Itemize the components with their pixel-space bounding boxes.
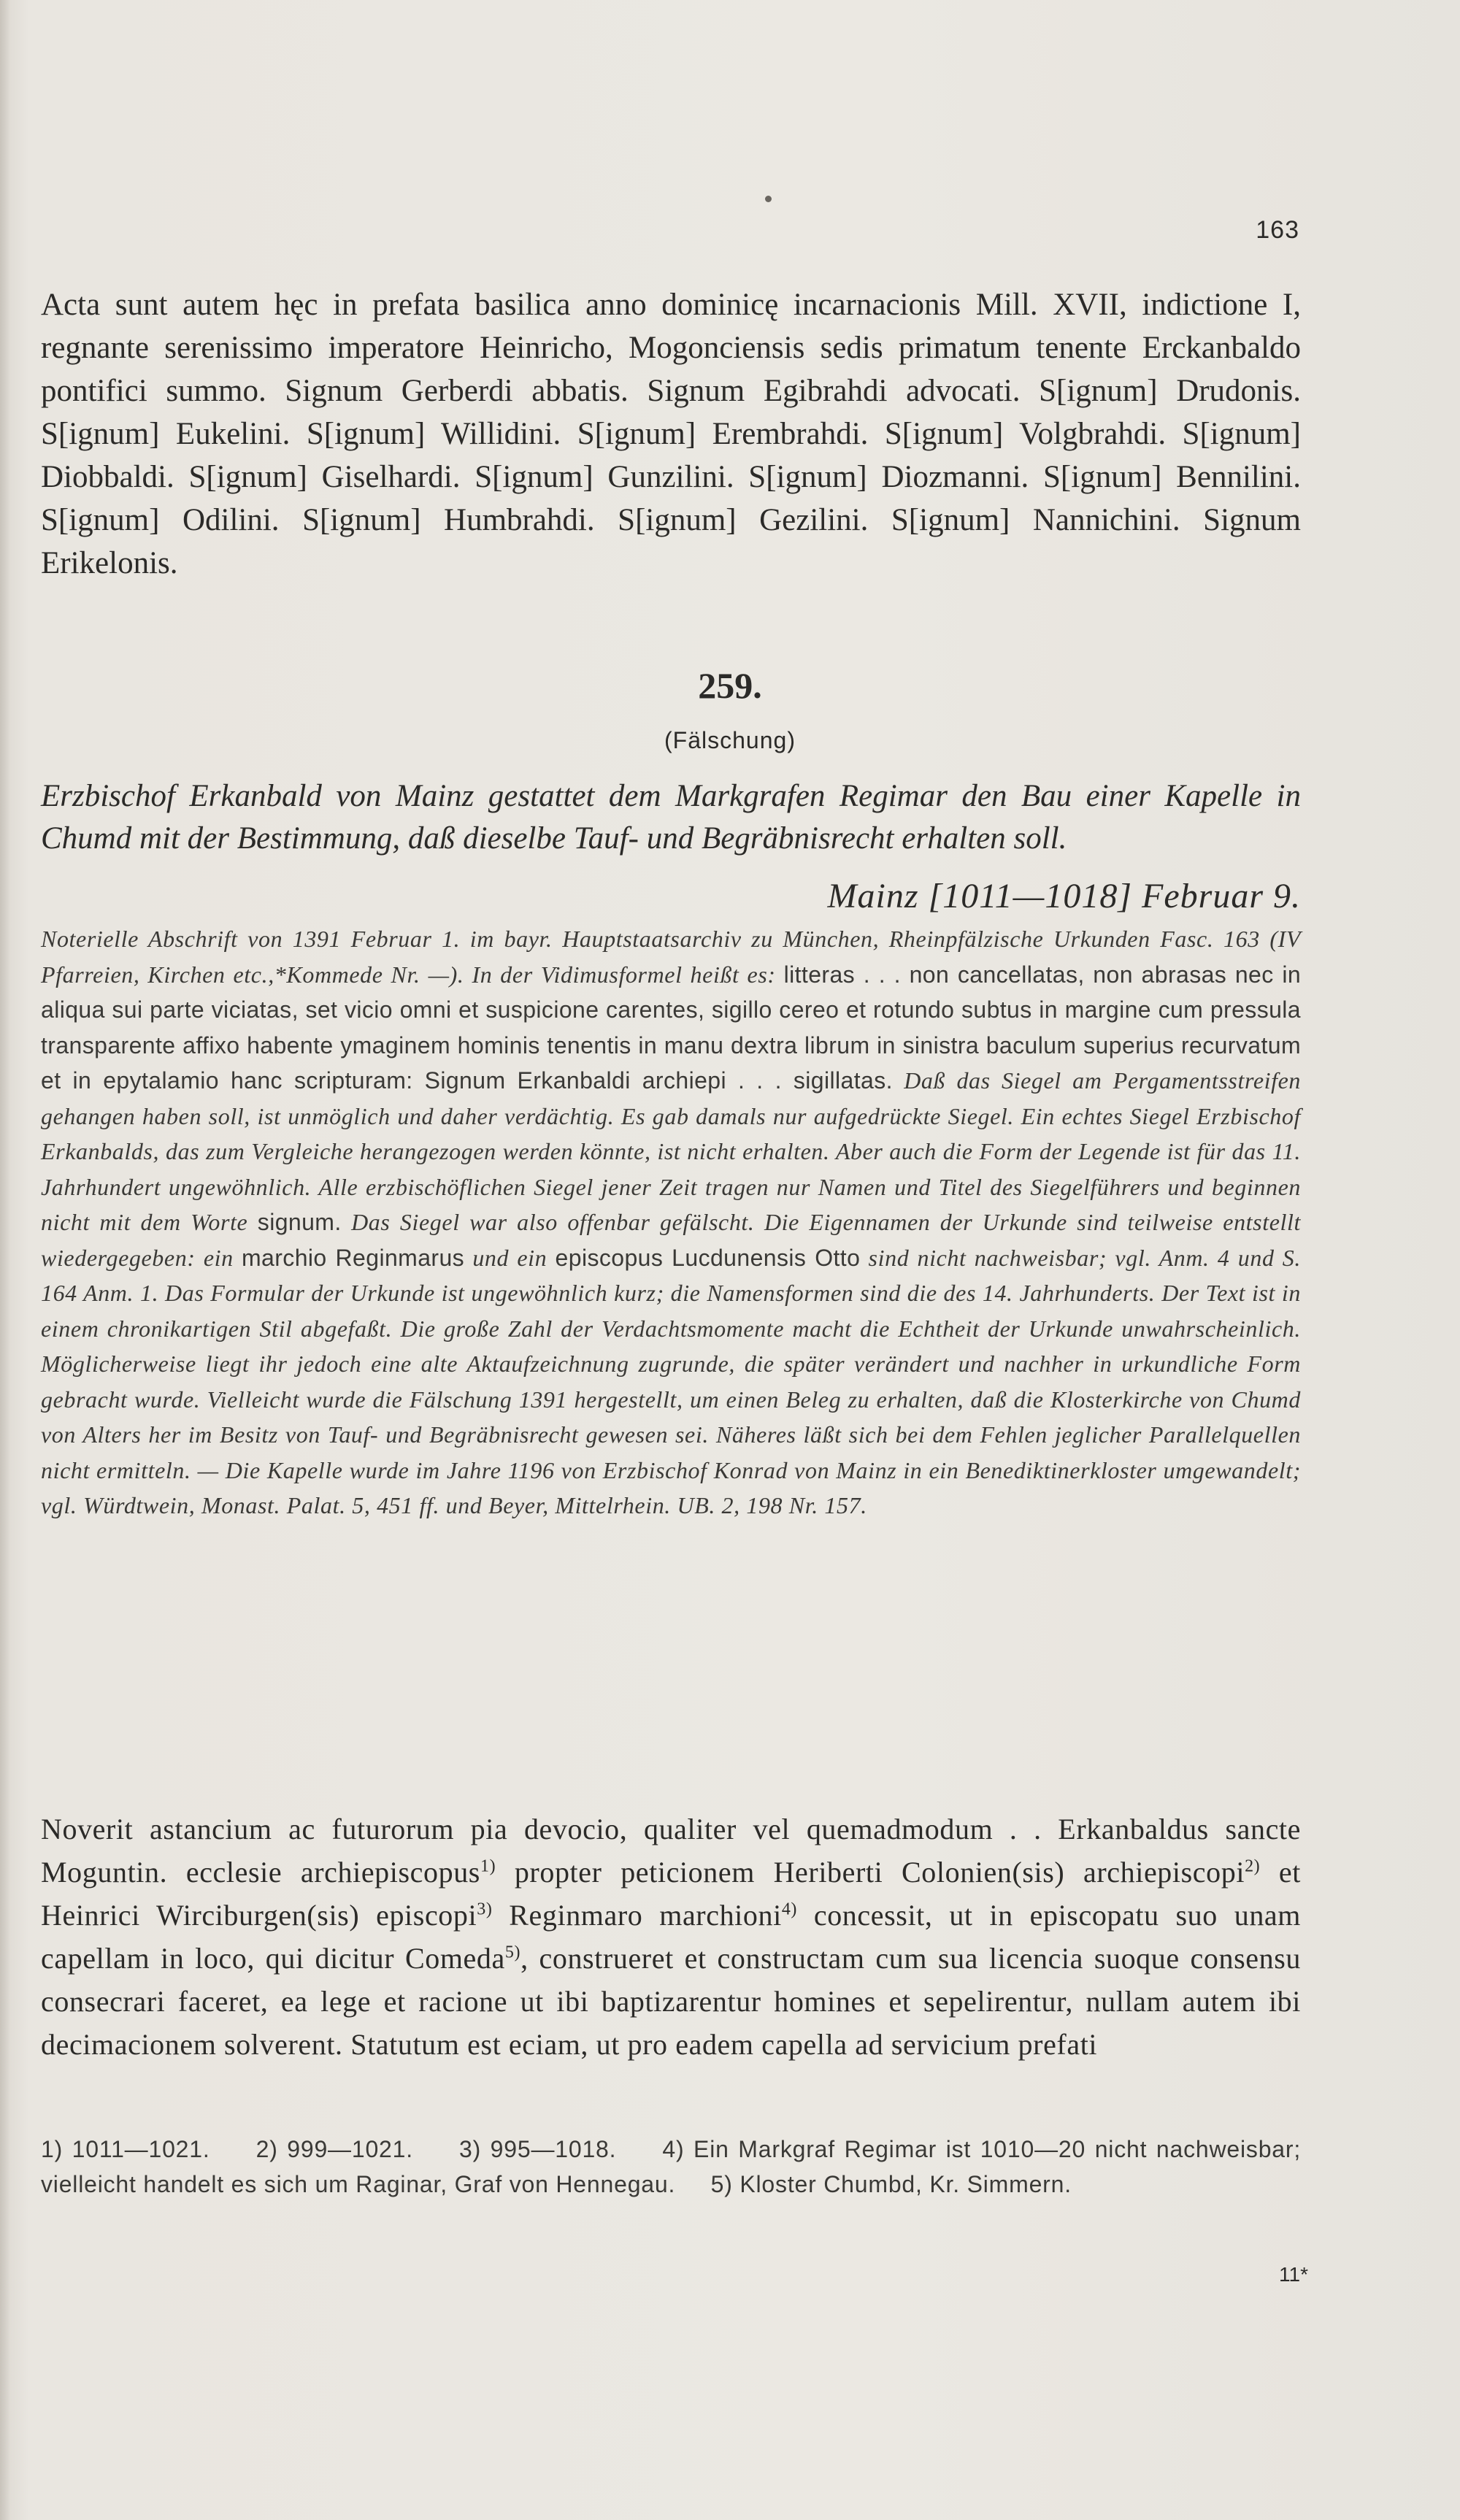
main-text-part-3: et Heinrici Wirciburgen(sis) episcopi [41, 1856, 1301, 1932]
note-word-marchio: marchio Reginmarus [241, 1244, 465, 1271]
footnote-2: 2) 999—1021. [256, 2136, 413, 2162]
note-source: Noterielle Abschrift von 1391 Februar 1. im bayr. Hauptstaatsarchiv zu München, Rheinpfälzische Urkunden Fasc. 163 (IV Pfarreien, Kirchen etc.,*Kommede Nr. —). [41, 926, 1301, 988]
footnote-4: 4) Ein Markgraf Regimar ist 1010—20 nicht nachweisbar; vielleicht handelt es sich um Raginar, Graf von Hennegau. [41, 2136, 1302, 2197]
main-text-part-6: , construeret et constructam cum sua licencia suoque consensu consecrari faceret, ea lege et racione ut ibi baptizarentur homines et sepelirentur, nullam autem ibi decimacionem solverent. Statutum est eciam, ut pro eadem capella ad servicium prefati [41, 1942, 1302, 2061]
main-text-part-5: concessit, ut in episcopatu suo unam capellam in loco, qui dicitur Comeda [41, 1899, 1301, 1975]
dateline: Mainz [1011—1018] Februar 9. [827, 877, 1301, 915]
note-comment-2: Das Siegel war also offenbar gefälscht. Die Eigennamen der Urkunde sind teilweise entstellt wiedergegeben: ein [41, 1209, 1301, 1271]
note-word-signum: signum. [257, 1209, 342, 1235]
page-number: 163 [1256, 216, 1299, 244]
document-type-note: (Fälschung) [664, 727, 796, 753]
sheet-signature: 11* [1279, 2263, 1308, 2286]
document-number: 259. [698, 665, 762, 706]
footnote-ref-1: 1) [480, 1856, 496, 1876]
note-vidimus-quote: litteras . . . non cancellatas, non abrasas nec in aliqua sui parte viciatas, set vicio omni et suspicione carentes, sigillo cereo et rotundo subtus in margine cum pressula transparente affixo habente ymaginem hominis tenentis in manu dextra librum in sinistra baculum superius recurvatum et in epytalamio hanc scripturam: Signum Erkanbaldi archiepi . . . sigillatas. [41, 961, 1302, 1094]
note-word-und: und ein [472, 1244, 548, 1271]
footnote-ref-2: 2) [1245, 1856, 1261, 1876]
main-text-part-1: Noverit astancium ac futurorum pia devocio, qualiter vel quemadmodum . . Erkanbaldus sancte Moguntin. ecclesie archiepiscopus [41, 1813, 1301, 1889]
footnote-3: 3) 995—1018. [459, 2136, 617, 2162]
footnote-5: 5) Kloster Chumbd, Kr. Simmern. [710, 2171, 1072, 2197]
note-word-episcopus: episcopus Lucdunensis Otto [555, 1244, 861, 1271]
footnote-ref-3: 3) [477, 1899, 493, 1919]
ink-speck [765, 196, 772, 202]
main-text [41, 1808, 1301, 2066]
note-vidimus-intro: In der Vidimusformel heißt es: [472, 961, 776, 988]
footnote-ref-4: 4) [781, 1899, 798, 1919]
footnotes [41, 2132, 1301, 2202]
regest-summary: Erzbischof Erkanbald von Mainz gestattet dem Markgrafen Regimar den Bau einer Kapelle in Chumd mit der Bestimmung, daß dieselbe Tauf- und Begräbnisrecht erhalten soll. [41, 779, 1301, 856]
binding-shadow [0, 0, 10, 2520]
intro-paragraph: Acta sunt autem hęc in prefata basilica anno dominicę incarnacionis Mill. XVII, indictione I, regnante serenissimo imperatore Heinricho, Mogonciensis sedis primatum tenente Erckanbaldo pontifici summo. Signum Gerberdi abbatis. Signum Egibrahdi advocati. S[ignum] Drudonis. S[ignum] Eukelini. S[ignum] Willidini. S[ignum] Erembrahdi. S[ignum] Volgbrahdi. S[ignum] Diobbaldi. S[ignum] Giselhardi. S[ignum] Gunzilini. S[ignum] Diozmanni. S[ignum] Bennilini. S[ignum] Odilini. S[ignum] Humbrahdi. S[ignum] Gezilini. S[ignum] Nannichini. Signum Erikelonis. [41, 288, 1301, 580]
main-text-part-4: Reginmaro marchioni [492, 1899, 782, 1932]
note-comment-3: sind nicht nachweisbar; vgl. Anm. 4 und S. 164 Anm. 1. Das Formular der Urkunde ist ungewöhnlich kurz; die Namensformen sind die des 14. Jahrhunderts. Der Text ist in einem chronikartigen Stil abgefaßt. Die große Zahl der Verdachtsmomente macht die Echtheit der Urkunde unwahrscheinlich. Möglicherweise liegt ihr jedoch eine alte Aktaufzeichnung zugrunde, die später verändert und nachher in urkundliche Form gebracht wurde. Vielleicht wurde die Fälschung 1391 hergestellt, um einen Beleg zu erhalten, daß die Klosterkirche von Chumd von Alters her im Besitz von Tauf- und Begräbnisrecht gewesen sei. Näheres läßt sich bei dem Fehlen jeglicher Parallelquellen nicht ermitteln. — Die Kapelle wurde im Jahre 1196 von Erzbischof Konrad von Mainz in ein Benediktinerkloster umgewandelt; vgl. Würdtwein, Monast. Palat. 5, 451 ff. und Beyer, Mittelrhein. UB. 2, 198 Nr. 157. [41, 1244, 1302, 1518]
editorial-note [41, 921, 1301, 1524]
main-text-part-2: propter peticionem Heriberti Colonien(sis) archiepiscopi [496, 1856, 1245, 1889]
footnote-ref-5: 5) [504, 1943, 521, 1962]
footnote-1: 1) 1011—1021. [41, 2136, 210, 2162]
note-comment-1: Daß das Siegel am Pergamentsstreifen gehangen haben soll, ist unmöglich und daher verdächtig. Es gab damals nur aufgedrückte Siegel. Ein echtes Siegel Erzbischof Erkanbalds, das zum Vergleiche herangezogen werden könnte, ist nicht erhalten. Aber auch die Form der Legende ist für das 11. Jahrhundert ungewöhnlich. Alle erzbischöflichen Siegel jener Zeit tragen nur Namen und Titel des Siegelführers und beginnen nicht mit dem Worte [41, 1067, 1302, 1235]
